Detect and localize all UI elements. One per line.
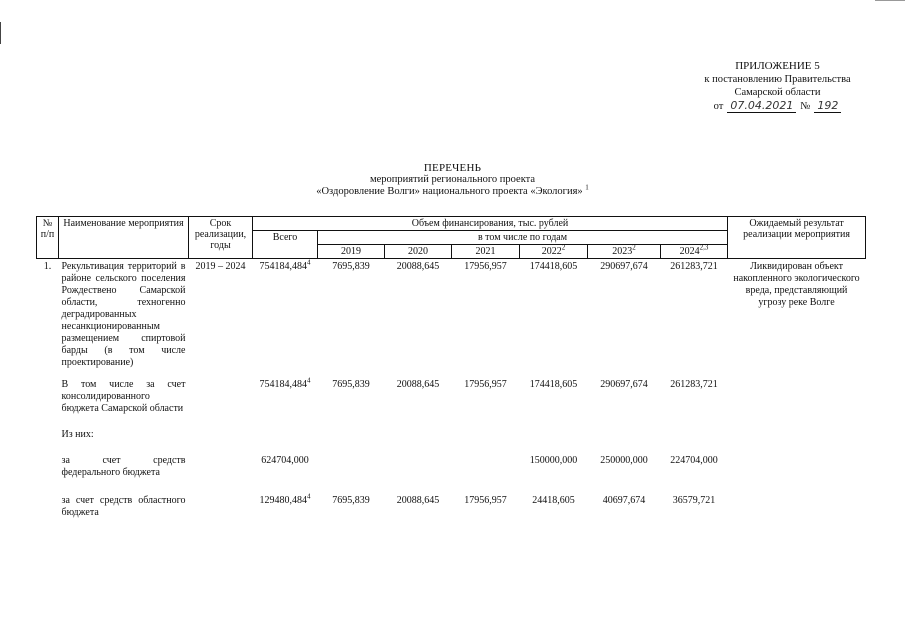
row-total-value: 754184,484 <box>259 378 307 390</box>
header-year-label: 2019 <box>341 246 361 257</box>
row-year-value: 174418,605 <box>529 261 578 272</box>
row-total <box>253 453 318 493</box>
row-result: Ликвидирован объект накопленного экологического вреда, представляющий угрозу реке Волге <box>733 261 860 308</box>
row-year-value: 36579,721 <box>672 494 716 506</box>
row-num <box>37 493 59 533</box>
row-year-value: 261283,721 <box>670 378 718 390</box>
row-year-value: 17956,957 <box>464 494 507 506</box>
row-year-value: 290697,674 <box>600 261 648 272</box>
page-edge-mark <box>0 22 1 44</box>
header-num: № п/п <box>37 217 59 259</box>
row-num <box>37 377 59 427</box>
header-year-label: 2021 <box>475 246 496 257</box>
header-year-2019 <box>318 245 385 259</box>
table-row <box>37 493 866 533</box>
row-year-value: 150000,000 <box>529 454 578 466</box>
row-total <box>253 259 318 377</box>
row-num <box>37 427 59 453</box>
row-year-value <box>588 427 661 453</box>
row-name: Рекультивация территорий в районе сельского поселения Рождествено Самарской области, техногенно деградированных несанкционированным размещением спиртовой барды (в том числе проектирование) <box>61 261 186 368</box>
table-row <box>37 377 866 427</box>
row-year-value <box>520 427 588 453</box>
row-total <box>253 377 318 427</box>
appendix-date-line <box>690 99 865 113</box>
row-year-value: 7695,839 <box>332 378 370 390</box>
row-name: Из них: <box>61 428 94 440</box>
table-body <box>37 259 866 533</box>
row-total-value: 754184,484 <box>259 261 307 272</box>
header-year-footnote: 2 <box>561 243 566 252</box>
row-year-value: 250000,000 <box>600 454 648 466</box>
header-result: Ожидаемый результат реализации мероприятия <box>728 217 866 259</box>
row-total-value: 624704,000 <box>261 454 309 466</box>
row-year-value <box>452 453 520 493</box>
row-total <box>253 493 318 533</box>
table-row <box>37 259 866 377</box>
row-name: В том числе за счет консолидированного бюджета Самарской области <box>61 378 186 414</box>
header-year-label: 2024 <box>679 246 700 257</box>
appendix-title: ПРИЛОЖЕНИЕ 5 <box>735 60 820 72</box>
header-year-label: 2020 <box>408 246 428 257</box>
header-year-footnote: 2 <box>632 243 636 252</box>
header-name: Наименование мероприятия <box>59 217 189 259</box>
row-total-footnote: 4 <box>307 258 311 267</box>
row-result <box>728 427 866 453</box>
title-line-2-text: «Оздоровление Волги» национального проекта «Экология» <box>316 186 583 197</box>
header-total: Всего <box>253 231 318 259</box>
row-total-value: 129480,484 <box>259 494 307 506</box>
header-term: Срок реализации, годы <box>189 217 253 259</box>
row-year-value: 20088,645 <box>396 494 440 506</box>
row-name: за счет средств федерального бюджета <box>61 454 186 478</box>
page-edge-mark-top <box>875 0 905 1</box>
header-year-label: 2023 <box>612 246 633 257</box>
header-funding: Объем финансирования, тыс. рублей <box>253 217 728 231</box>
header-year-2021 <box>452 245 520 259</box>
row-num <box>37 453 59 493</box>
row-term: 2019 – 2024 <box>195 261 246 272</box>
row-year-value <box>661 427 728 453</box>
row-year-value: 261283,721 <box>670 261 718 272</box>
title-footnote-mark: 1 <box>585 183 589 192</box>
header-year-2022 <box>520 245 588 259</box>
row-year-value <box>385 427 452 453</box>
title-heading: ПЕРЕЧЕНЬ <box>423 162 482 174</box>
row-year-value: 17956,957 <box>464 261 507 272</box>
row-year-value: 20088,645 <box>396 261 440 272</box>
row-term <box>189 493 253 533</box>
header-year-2020 <box>385 245 452 259</box>
row-total <box>253 427 318 453</box>
measures-table <box>36 216 866 533</box>
header-year-label: 2022 <box>541 246 562 257</box>
row-term <box>189 453 253 493</box>
row-year-value: 20088,645 <box>396 378 440 390</box>
table-row <box>37 453 866 493</box>
document-title <box>0 162 905 198</box>
row-name: за счет средств областного бюджета <box>61 494 186 518</box>
number-prefix: № <box>800 101 811 112</box>
row-year-value <box>452 427 520 453</box>
row-result <box>728 453 866 493</box>
row-result <box>728 493 866 533</box>
header-by-years: в том числе по годам <box>318 231 728 245</box>
row-year-value: 17956,957 <box>464 378 507 390</box>
header-year-2023 <box>588 245 661 259</box>
row-year-value <box>318 453 385 493</box>
row-term <box>189 427 253 453</box>
row-year-value <box>318 427 385 453</box>
row-total-footnote: 4 <box>307 376 311 385</box>
appendix-line-2: Самарской области <box>734 87 821 98</box>
handwritten-date: 07.04.2021 <box>727 99 796 113</box>
row-total-footnote: 4 <box>307 492 311 501</box>
handwritten-number: 192 <box>814 99 841 113</box>
header-year-footnote: 2,3 <box>699 243 709 252</box>
row-term <box>189 377 253 427</box>
row-year-value: 174418,605 <box>529 378 578 390</box>
title-line-2 <box>0 183 905 198</box>
header-year-2024 <box>661 245 728 259</box>
row-year-value: 7695,839 <box>332 494 370 506</box>
row-year-value: 7695,839 <box>332 261 370 272</box>
row-result <box>728 377 866 427</box>
appendix-line-1: к постановлению Правительства <box>704 74 851 85</box>
row-year-value: 224704,000 <box>670 454 718 466</box>
row-year-value: 40697,674 <box>602 494 646 506</box>
appendix-block <box>690 60 865 113</box>
row-year-value <box>385 453 452 493</box>
title-line-1: мероприятий регионального проекта <box>369 174 536 185</box>
row-num: 1. <box>43 261 52 272</box>
row-year-value: 290697,674 <box>600 378 648 390</box>
date-prefix: от <box>713 101 724 112</box>
table-row <box>37 427 866 453</box>
row-year-value: 24418,605 <box>532 494 575 506</box>
